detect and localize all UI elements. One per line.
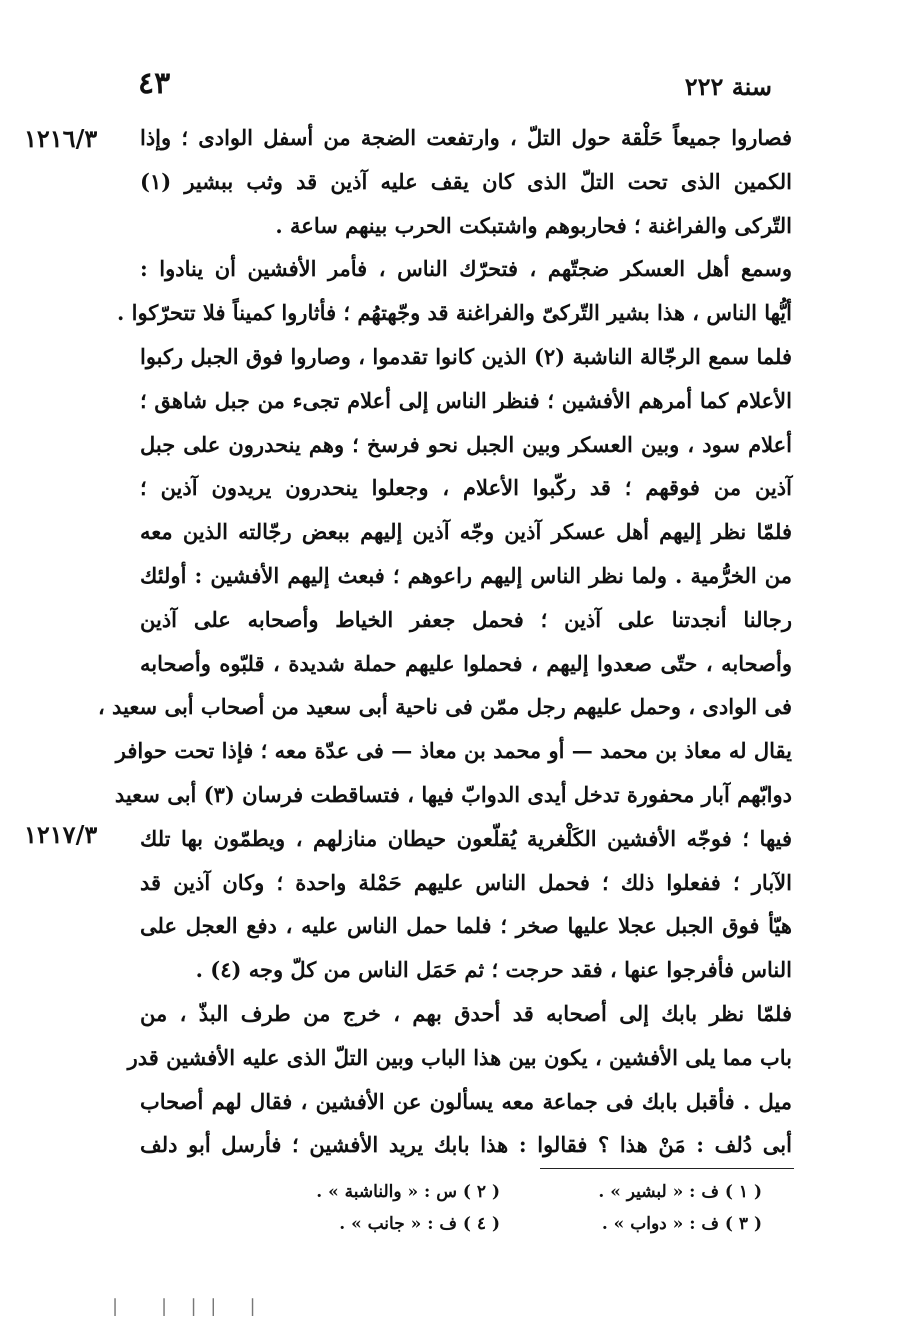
text-line: وأصحابه ، حتّى صعدوا إليهم ، فحملوا عليهم حملة شديدة ، قلبّوه وأصحابه <box>140 650 792 676</box>
body-text <box>97 116 793 1167</box>
footnote: ( ٣ ) ف : « دواب » . <box>601 1214 762 1234</box>
text-line: هيّأ فوق الجبل عجلا عليها صخر ؛ فلما حمل الناس عليه ، دفع العجل على <box>140 913 792 939</box>
footnote-rule <box>540 1168 794 1169</box>
text-line: دوابّهم آبار محفورة تدخل أيدى الدوابّ فيها ، فتساقطت فرسان (٣) أبى سعيد <box>114 781 792 807</box>
text-line: وسمع أهل العسكر ضجتّهم ، فتحرّك الناس ، فأمر الأفشين أن ينادوا : <box>140 256 792 282</box>
footnote: ( ١ ) ف : « لبشير » . <box>598 1182 762 1202</box>
text-line: ميل . فأقبل بابك فى جماعة معه يسألون عن الأفشين ، فقال لهم أصحاب <box>140 1088 792 1114</box>
footnote: ( ٤ ) ف : « جانب » . <box>339 1214 500 1234</box>
text-line: يقال له معاذ بن محمد — أو محمد بن معاذ — فى عدّة معه ؛ فإذا تحت حوافر <box>115 738 792 764</box>
text-line: فيها ؛ فوجّه الأفشين الكَلْغرية يُقلّعون حيطان منازلهم ، ويطمّون بها تلك <box>140 825 792 851</box>
footnote: ( ٢ ) س : « والناشبة » . <box>316 1182 500 1202</box>
text-line: أعلام سود ، وبين العسكر وبين الجبل نحو فرسخ ؛ وهم ينحدرون على جبل <box>140 431 792 457</box>
text-line: رجالنا أنجدتنا على آذين ؛ فحمل جعفر الخياط وأصحابه على آذين <box>140 606 792 632</box>
margin-ref-top: ١٢١٦/٣ <box>24 124 98 153</box>
text-line: الأعلام كما أمرهم الأفشين ؛ فنظر الناس إلى أعلام تجىء من جبل شاهق ؛ <box>140 387 792 413</box>
text-line: من الخرُّمية . ولما نظر الناس إليهم راعوهم ؛ فبعث إليهم الأفشين : أولئك <box>140 562 792 588</box>
text-line: الآبار ؛ ففعلوا ذلك ؛ فحمل الناس عليهم حَمْلة واحدة ؛ وكان آذين قد <box>140 869 792 895</box>
page-number: ٤٣ <box>138 66 171 101</box>
text-line: التّركى والفراغنة ؛ فحاربوهم واشتبكت الحرب بينهم ساعة . <box>275 212 792 238</box>
year-header: سنة ٢٢٢ <box>684 72 772 101</box>
text-line: فلمّا نظر بابك إلى أصحابه قد أحدق بهم ، خرج من طرف البذّ ، من <box>140 1000 792 1026</box>
text-line: فصاروا جميعاً حَلْقة حول التلّ ، وارتفعت الضجة من أسفل الوادى ؛ وإذا <box>140 125 792 150</box>
bottom-marks: | ‎ ‎ ‎ | ‎ | | ‎ ‎ | ‎ <box>112 1296 270 1317</box>
text-line: باب مما يلى الأفشين ، يكون بين هذا الباب وبين التلّ الذى عليه الأفشين قدر <box>127 1044 792 1070</box>
text-line: فى الوادى ، وحمل عليهم رجل ممّن فى ناحية أبى سعيد من أصحاب أبى سعيد ، <box>97 694 792 720</box>
text-line: آذين من فوقهم ؛ قد ركّبوا الأعلام ، وجعلوا ينحدرون يريدون آذين ؛ <box>140 475 792 501</box>
text-line: أيُّها الناس ، هذا بشير التّركىّ والفراغنة قد وجّهتهُم ؛ فأثاروا كميناً فلا تتحرّكوا . <box>116 300 792 326</box>
text-line: الكمين الذى تحت التلّ الذى كان يقف عليه آذين قد وثب ببشير (١) <box>140 168 792 194</box>
text-line: الناس فأفرجوا عنها ، فقد حرجت ؛ ثم حَمَل الناس من كلّ وجه (٤) . <box>195 957 792 983</box>
text-line: فلمّا نظر إليهم أهل عسكر آذين وجّه آذين إليهم ببعض رجّالته الذين معه <box>140 519 792 545</box>
text-line: أبى دُلف : مَنْ هذا ؟ فقالوا : هذا بابك يريد الأفشين ؛ فأرسل أبو دلف <box>140 1132 792 1158</box>
margin-ref-bottom: ١٢١٧/٣ <box>24 820 98 849</box>
text-line: فلما سمع الرجّالة الناشبة (٢) الذين كانوا تقدموا ، وصاروا فوق الجبل ركبوا <box>140 343 793 369</box>
